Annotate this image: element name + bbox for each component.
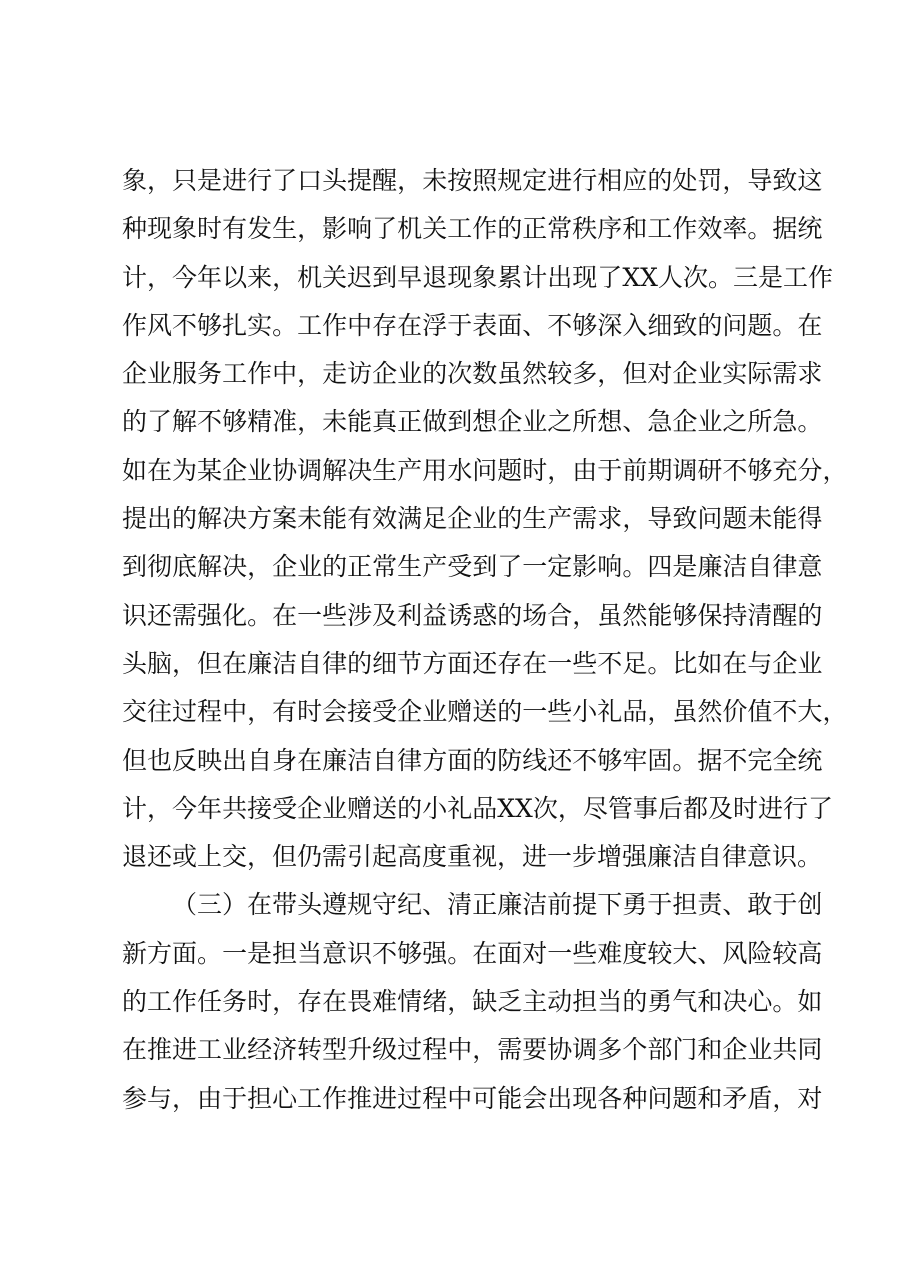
text-line: 象 ， 只 是 进 行 了 口 头 提 醒 ， 未 按 照 规 定 进 行 相 应 的 处 罚 ， 导 致 这 bbox=[122, 166, 823, 195]
text-line: 参 与 ， 由 于 担 心 工 作 推 进 过 程 中 可 能 会 出 现 各 种 问 题 和 矛 盾 ， 对 bbox=[122, 1083, 823, 1113]
text-line: 种 现 象 时 有 发 生 ， 影 响 了 机 关 工 作 的 正 常 秩 序 和 工 作 效 率 。 据 统 bbox=[122, 214, 823, 244]
text-line: 的 工 作 任 务 时 ， 存 在 畏 难 情 绪 ， 缺 乏 主 动 担 当 的 勇 气 和 决 心 。 如 bbox=[122, 987, 823, 1017]
text-line: 在 推 进 工 业 经 济 转 型 升 级 过 程 中 ， 需 要 协 调 多 个 部 门 和 企 业 共 同 bbox=[122, 1035, 823, 1065]
text-line: 的 了 解 不 够 精 准 ， 未 能 真 正 做 到 想 企 业 之 所 想 、 急 企 业 之 所 急 。 bbox=[122, 407, 823, 437]
text-line: （ 三 ） 在 带 头 遵 规 守 纪 、 清 正 廉 洁 前 提 下 勇 于 担 责 、 敢 于 创 bbox=[172, 890, 823, 920]
text-line: 新 方 面 。 一 是 担 当 意 识 不 够 强 。 在 面 对 一 些 难 度 较 大 、 风 险 较 高 bbox=[122, 938, 823, 968]
text-line: 提 出 的 解 决 方 案 未 能 有 效 满 足 企 业 的 生 产 需 求 ， 导 致 问 题 未 能 得 bbox=[122, 504, 823, 534]
text-line: 交 往 过 程 中 ， 有 时 会 接 受 企 业 赠 送 的 一 些 小 礼 品 ， 虽 然 价 值 不 大 ， bbox=[122, 697, 848, 727]
text-line: 退还或上交，但仍需引起高度重视，进一步增强廉洁自律意识。 bbox=[122, 842, 823, 872]
text-line: 计 ， 今 年 共 接 受 企 业 赠 送 的 小 礼 品 XX 次 ， 尽 管 事 后 都 及 时 进 行 了 bbox=[122, 793, 834, 823]
text-line: 识 还 需 强 化 。 在 一 些 涉 及 利 益 诱 惑 的 场 合 ， 虽 然 能 够 保 持 清 醒 的 bbox=[122, 600, 823, 630]
text-line: 头 脑 ， 但 在 廉 洁 自 律 的 细 节 方 面 还 存 在 一 些 不 足 。 比 如 在 与 企 业 bbox=[122, 648, 823, 678]
text-line: 作 风 不 够 扎 实 。 工 作 中 存 在 浮 于 表 面 、 不 够 深 入 细 致 的 问 题 。 在 bbox=[122, 310, 823, 340]
text-line: 如 在 为 某 企 业 协 调 解 决 生 产 用 水 问 题 时 ， 由 于 前 期 调 研 不 够 充 分 ， bbox=[122, 455, 848, 485]
text-line: 企 业 服 务 工 作 中 ， 走 访 企 业 的 次 数 虽 然 较 多 ， 但 对 企 业 实 际 需 求 bbox=[122, 359, 823, 389]
text-line: 到 彻 底 解 决 ， 企 业 的 正 常 生 产 受 到 了 一 定 影 响 。 四 是 廉 洁 自 律 意 bbox=[122, 552, 823, 582]
document-body bbox=[122, 157, 848, 1123]
text-line: 计 ， 今 年 以 来 ， 机 关 迟 到 早 退 现 象 累 计 出 现 了 XX 人 次 。 三 是 工 作 bbox=[122, 262, 834, 292]
text-line: 但 也 反 映 出 自 身 在 廉 洁 自 律 方 面 的 防 线 还 不 够 牢 固 。 据 不 完 全 统 bbox=[122, 745, 823, 775]
